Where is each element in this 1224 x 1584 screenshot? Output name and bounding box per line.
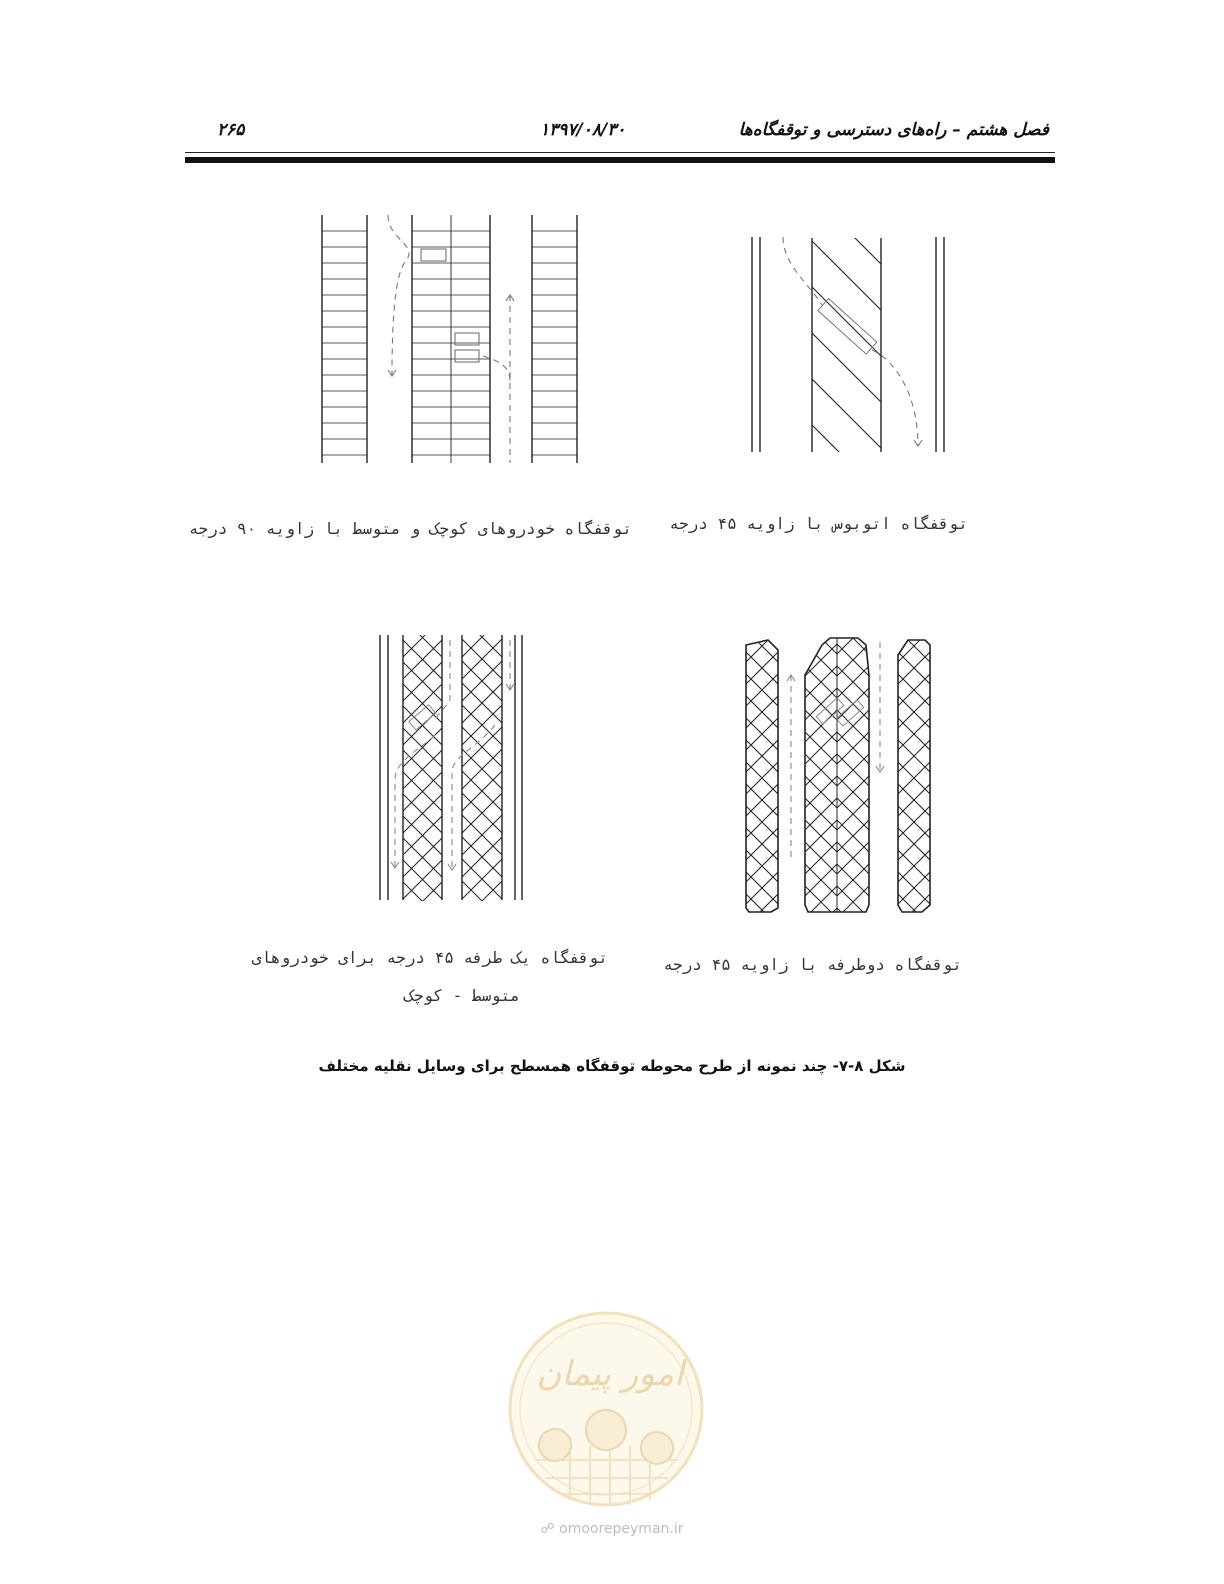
diagram-90deg-parking <box>322 215 577 463</box>
stall-line <box>898 608 930 640</box>
label-bus-45deg: توقفگاه اتوبوس با زاویه ۴۵ درجه <box>669 514 968 533</box>
stall-line <box>805 600 837 632</box>
label-90deg-parking: توقفگاه خودروهای کوچک و متوسط با زاویه ۹۰ درجه <box>188 519 632 538</box>
stall-line <box>746 916 778 948</box>
watermark-url-text: omoorepeyman.ir <box>559 1521 684 1537</box>
stall-line <box>898 916 930 948</box>
stall-line <box>898 608 930 640</box>
stall-line <box>746 608 778 640</box>
stall-line <box>746 916 778 948</box>
stall-line <box>837 600 869 632</box>
stall-line <box>403 904 442 943</box>
stall-line <box>462 903 502 943</box>
stall-line <box>812 149 881 218</box>
stall-line <box>812 287 881 356</box>
stall-line <box>812 195 881 264</box>
chapter-title: فصل هشتم – راه‌های دسترسی و توقفگاه‌ها <box>738 120 1049 140</box>
stall-line <box>812 241 881 310</box>
globe-icon: ☍ <box>540 1521 555 1537</box>
stall-line <box>403 904 442 943</box>
stall-line <box>805 600 837 632</box>
label-oneway-45deg-line2: متوسط - کوچک <box>404 986 520 1005</box>
figure-caption: شکل ۸-۷- چند نمونه از طرح محوطه توقفگاه همسطح برای وسایل نقلیه مختلف <box>318 1057 906 1075</box>
stall-line <box>812 333 881 402</box>
diagram-twoway-45deg <box>746 600 930 984</box>
header-date: ۱۳۹۷/۰۸/۳۰ <box>540 120 626 140</box>
stall-line <box>746 608 778 640</box>
watermark-url <box>0 1521 1224 1537</box>
stall-line <box>462 595 502 635</box>
page-number: ۲۶۵ <box>217 120 245 140</box>
stall-line <box>403 596 442 635</box>
watermark-logo-text: امور پیمان <box>536 1354 684 1394</box>
label-oneway-45deg-line1: توقفگاه یک طرفه ۴۵ درجه برای خودروهای <box>251 948 608 967</box>
diagram-oneway-45deg <box>380 595 522 965</box>
stall-line <box>403 596 442 635</box>
stall-line <box>462 595 502 635</box>
watermark-logo <box>510 1313 702 1505</box>
stall-line <box>462 903 502 943</box>
stall-line <box>898 916 930 948</box>
stall-line <box>812 379 881 448</box>
label-twoway-45deg: توقفگاه دوطرفه با زاویه ۴۵ درجه <box>663 955 962 974</box>
stall-line <box>812 425 881 494</box>
diagram-bus-45deg <box>752 149 944 494</box>
stall-line <box>837 600 869 632</box>
